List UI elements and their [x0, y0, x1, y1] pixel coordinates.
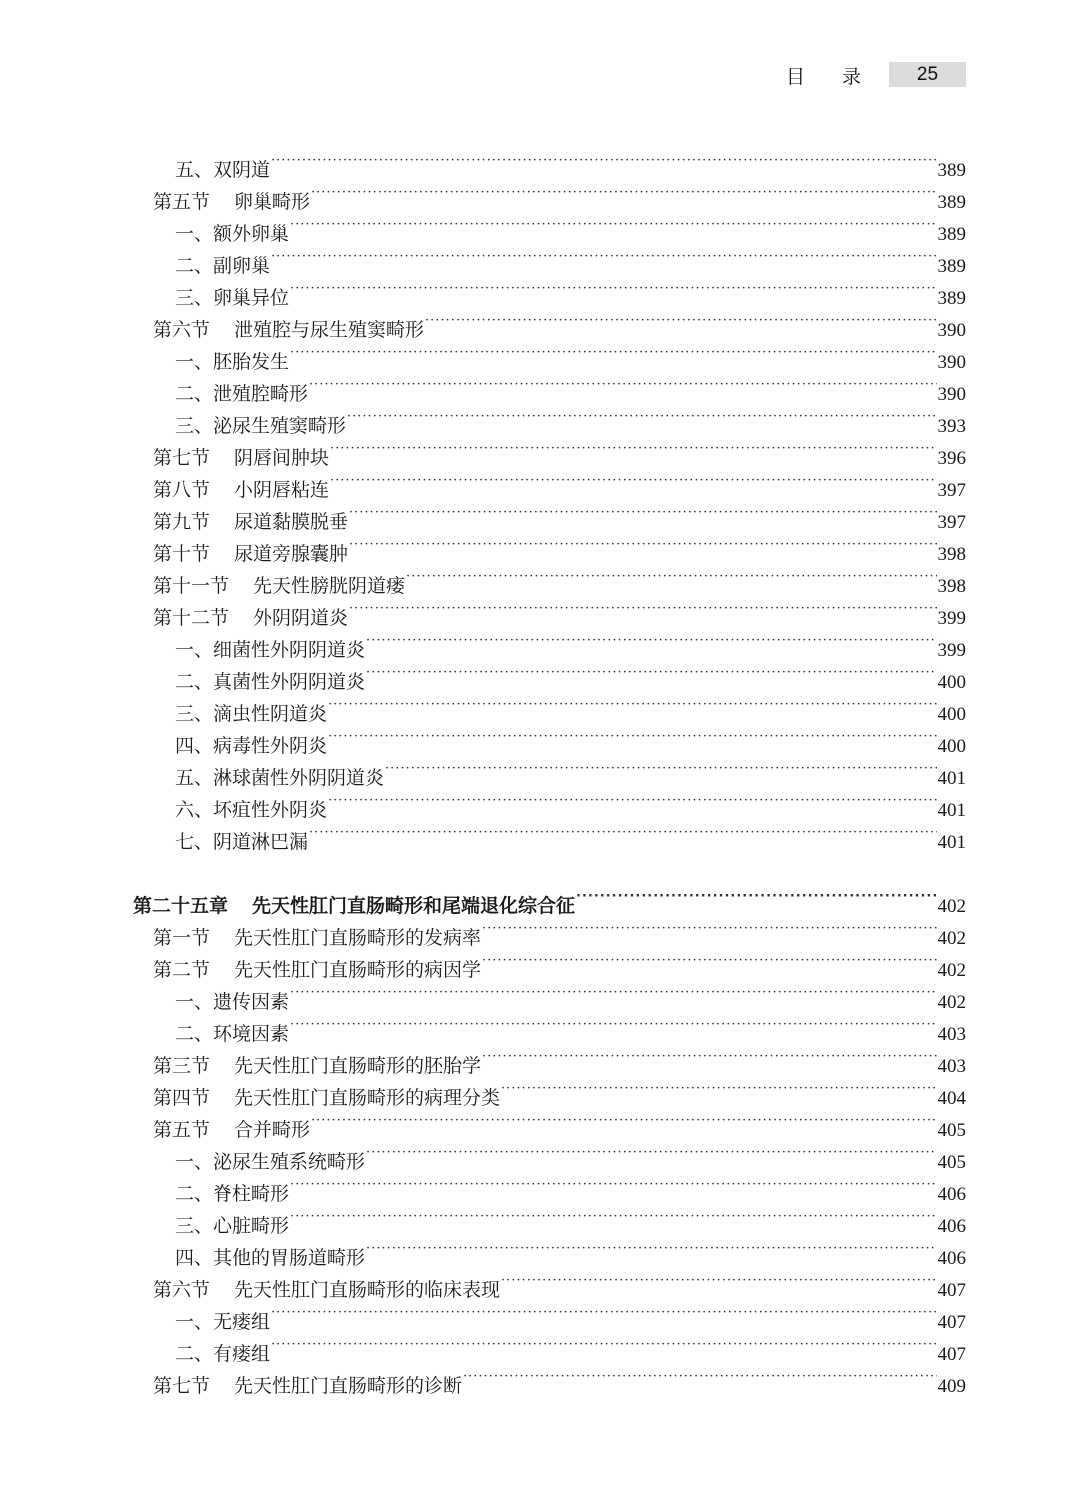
toc-entry-page-number: 389 [937, 192, 966, 213]
toc-entry-title: 先天性肛门直肠畸形的胚胎学 [234, 1055, 482, 1077]
dot-leader [271, 1328, 936, 1360]
toc-entry [175, 688, 966, 725]
dot-leader [349, 496, 936, 528]
toc-entry [153, 592, 966, 629]
toc-entry-page-number: 397 [937, 480, 966, 501]
dot-leader [328, 688, 936, 720]
toc-entry [153, 528, 966, 565]
toc-entry-page-number: 389 [937, 288, 966, 309]
toc-entry-page-number: 404 [937, 1088, 966, 1109]
toc-entry-page-number: 390 [937, 384, 966, 405]
dot-leader [290, 1008, 936, 1040]
toc-entry-number: 第七节 [153, 447, 211, 469]
toc-entry [153, 944, 966, 981]
toc-entry-title: 尿道黏膜脱垂 [234, 511, 349, 533]
dot-leader [328, 720, 936, 752]
toc-entry-page-number: 406 [937, 1216, 966, 1237]
toc-entry-page-number: 402 [937, 960, 966, 981]
toc-entry-title: 副卵巢 [213, 255, 271, 277]
toc-entry [175, 1136, 966, 1173]
toc-entry-title: 阴道淋巴漏 [213, 831, 309, 853]
toc-entry-number: 六、 [175, 799, 214, 821]
toc-entry-number: 第一节 [153, 927, 211, 949]
toc-entry-page-number: 400 [937, 672, 966, 693]
toc-entry-page-number: 402 [937, 928, 966, 949]
toc-entry-number: 第十节 [153, 543, 211, 565]
toc-entry [153, 176, 966, 213]
toc-entry-page-number: 403 [937, 1024, 966, 1045]
toc-entry-number: 第八节 [153, 479, 211, 501]
toc-entry-title: 其他的胃肠道畸形 [213, 1247, 366, 1269]
toc-entry-number: 一、 [175, 991, 214, 1013]
toc-entry-number: 第十二节 [153, 607, 230, 629]
toc-entry-title: 坏疽性外阴炎 [213, 799, 328, 821]
toc-entry [175, 240, 966, 277]
toc-entry-number: 第三节 [153, 1055, 211, 1077]
dot-leader [425, 304, 936, 336]
toc-entry-title: 先天性肛门直肠畸形的临床表现 [234, 1279, 501, 1301]
toc-entry-page-number: 398 [937, 544, 966, 565]
header-title-char-1: 目 [786, 66, 806, 88]
toc-entry [175, 720, 966, 757]
toc-entry-page-number: 399 [937, 640, 966, 661]
toc-entry-number: 二、 [175, 1183, 214, 1205]
toc-entry [175, 208, 966, 245]
toc-entry-page-number: 400 [937, 736, 966, 757]
toc-entry [175, 816, 966, 853]
toc-entry [175, 272, 966, 309]
toc-entry-number: 第五节 [153, 1119, 211, 1141]
toc-entry [153, 1360, 966, 1397]
toc-entry-page-number: 406 [937, 1248, 966, 1269]
toc-entry-label [153, 1370, 462, 1402]
toc-entry-number: 一、 [175, 1311, 214, 1333]
toc-entry-number: 第九节 [153, 511, 211, 533]
toc-entry-number: 五、 [175, 767, 214, 789]
dot-leader [385, 752, 936, 784]
toc-entry-title: 先天性肛门直肠畸形的病理分类 [234, 1087, 501, 1109]
dot-leader [576, 880, 936, 912]
dot-leader [271, 240, 936, 272]
toc-entry [153, 432, 966, 469]
toc-entry-number: 二、 [175, 671, 214, 693]
dot-leader [482, 944, 936, 976]
toc-entry-number: 第七节 [153, 1375, 211, 1397]
toc-entry-title: 遗传因素 [213, 991, 290, 1013]
toc-entry-number: 第六节 [153, 319, 211, 341]
dot-leader [366, 656, 936, 688]
dot-leader [330, 432, 936, 464]
toc-entry-number: 七、 [175, 831, 214, 853]
dot-leader [366, 1136, 936, 1168]
toc-entry [175, 752, 966, 789]
toc-entry-number: 二、 [175, 1023, 214, 1045]
toc-entry-page-number: 406 [937, 1184, 966, 1205]
dot-leader [271, 144, 936, 176]
toc-entry-page-number: 398 [937, 576, 966, 597]
dot-leader [501, 1072, 936, 1104]
toc-entry-title: 心脏畸形 [213, 1215, 290, 1237]
toc-entry-number: 三、 [175, 287, 214, 309]
toc-entry-number: 第六节 [153, 1279, 211, 1301]
dot-leader [482, 1040, 936, 1072]
toc-entry [175, 1232, 966, 1269]
toc-entry-title: 胚胎发生 [213, 351, 290, 373]
toc-entry-number: 三、 [175, 703, 214, 725]
toc-entry [153, 304, 966, 341]
toc-entry-page-number: 390 [937, 320, 966, 341]
toc-entry-title: 卵巢异位 [213, 287, 290, 309]
toc-entry-number: 三、 [175, 415, 214, 437]
toc-entry-number: 第二十五章 [133, 895, 229, 917]
dot-leader [366, 624, 936, 656]
toc-entry [153, 1040, 966, 1077]
toc-entry [153, 560, 966, 597]
toc-entry [153, 912, 966, 949]
toc-entry-number: 五、 [175, 159, 214, 181]
toc-entry-number: 二、 [175, 383, 214, 405]
toc-entry-title: 外阴阴道炎 [253, 607, 349, 629]
toc-entry [175, 1008, 966, 1045]
toc-entry-number: 第二节 [153, 959, 211, 981]
toc-entry-page-number: 401 [937, 832, 966, 853]
toc-entry-title: 淋球菌性外阴阴道炎 [213, 767, 385, 789]
toc-entry-title: 环境因素 [213, 1023, 290, 1045]
dot-leader [309, 816, 936, 848]
toc-entry-title: 双阴道 [213, 159, 271, 181]
dot-leader [347, 400, 936, 432]
dot-leader [290, 336, 936, 368]
toc-entry-page-number: 389 [937, 160, 966, 181]
toc-entry-page-number: 409 [937, 1376, 966, 1397]
toc-entry [153, 1104, 966, 1141]
toc-entry-page-number: 389 [937, 256, 966, 277]
toc-entry-page-number: 407 [937, 1312, 966, 1333]
toc-entry-page-number: 403 [937, 1056, 966, 1077]
toc-entry [175, 784, 966, 821]
dot-leader [290, 1168, 936, 1200]
toc-entry-number: 四、 [175, 1247, 214, 1269]
toc-entry-page-number: 407 [937, 1344, 966, 1365]
toc-entry-title: 真菌性外阴阴道炎 [213, 671, 366, 693]
toc-entry-number: 第十一节 [153, 575, 230, 597]
toc-entry-title: 合并畸形 [234, 1119, 311, 1141]
toc-entry-number: 二、 [175, 255, 214, 277]
toc-entry-title: 先天性膀胱阴道瘘 [253, 575, 406, 597]
dot-leader [366, 1232, 936, 1264]
dot-leader [290, 1200, 936, 1232]
toc-entry [175, 1200, 966, 1237]
toc-entry-title: 泌尿生殖系统畸形 [213, 1151, 366, 1173]
dot-leader [290, 272, 936, 304]
toc-entry-title: 额外卵巢 [213, 223, 290, 245]
toc-entry [175, 336, 966, 373]
toc-entry-number: 一、 [175, 351, 214, 373]
toc-entry-page-number: 401 [937, 768, 966, 789]
toc-entry [175, 368, 966, 405]
toc-entry [175, 400, 966, 437]
toc-entry-title: 滴虫性阴道炎 [213, 703, 328, 725]
dot-leader [482, 912, 936, 944]
toc-entry [175, 976, 966, 1013]
dot-leader [271, 1296, 936, 1328]
toc-entry-page-number: 390 [937, 352, 966, 373]
dot-leader [463, 1360, 936, 1392]
toc-entry-page-number: 405 [937, 1120, 966, 1141]
toc-entry-title: 尿道旁腺囊肿 [234, 543, 349, 565]
toc-entry-page-number: 397 [937, 512, 966, 533]
toc-entry-page-number: 401 [937, 800, 966, 821]
toc-entry-page-number: 393 [937, 416, 966, 437]
dot-leader [309, 368, 936, 400]
toc-entry [133, 880, 966, 917]
toc-entry-page-number: 400 [937, 704, 966, 725]
toc-entry-page-number: 407 [937, 1280, 966, 1301]
toc-entry [153, 1072, 966, 1109]
header-title-char-2: 录 [842, 66, 862, 88]
toc-entry [175, 1296, 966, 1333]
toc-entry-title: 阴唇间肿块 [234, 447, 330, 469]
dot-leader [406, 560, 936, 592]
dot-leader [330, 464, 936, 496]
toc-entry-title: 无瘘组 [213, 1311, 271, 1333]
toc-entry [175, 144, 966, 181]
toc-entry-title: 先天性肛门直肠畸形的诊断 [234, 1375, 463, 1397]
toc-entry-title: 卵巢畸形 [234, 191, 311, 213]
toc-entry-title: 小阴唇粘连 [234, 479, 330, 501]
toc-entry-title: 泄殖腔畸形 [213, 383, 309, 405]
toc-entry-title: 先天性肛门直肠畸形的病因学 [234, 959, 482, 981]
toc-entry-number: 四、 [175, 735, 214, 757]
dot-leader [311, 176, 936, 208]
toc-entry-title: 泄殖腔与尿生殖窦畸形 [234, 319, 425, 341]
toc-entry [175, 1328, 966, 1365]
dot-leader [290, 976, 936, 1008]
toc-entry-number: 一、 [175, 1151, 214, 1173]
toc-entry [175, 656, 966, 693]
toc-entry-label [175, 826, 308, 858]
toc-entry-page-number: 402 [937, 992, 966, 1013]
page-number-badge: 25 [889, 62, 966, 87]
dot-leader [328, 784, 936, 816]
toc-entry-number: 三、 [175, 1215, 214, 1237]
toc-entry-title: 先天性肛门直肠畸形和尾端退化综合征 [252, 895, 576, 917]
toc-entry-number: 一、 [175, 639, 214, 661]
toc-entry [153, 496, 966, 533]
dot-leader [501, 1264, 936, 1296]
toc-entry-number: 第四节 [153, 1087, 211, 1109]
toc-entry [175, 624, 966, 661]
toc-entry-number: 二、 [175, 1343, 214, 1365]
toc-entry [175, 1168, 966, 1205]
toc-entry-page-number: 389 [937, 224, 966, 245]
dot-leader [349, 592, 936, 624]
toc-entry [153, 464, 966, 501]
toc-entry-title: 脊柱畸形 [213, 1183, 290, 1205]
toc-entry-title: 细菌性外阴阴道炎 [213, 639, 366, 661]
toc-entry-title: 泌尿生殖窦畸形 [213, 415, 347, 437]
toc-entry [153, 1264, 966, 1301]
toc-entry-number: 一、 [175, 223, 214, 245]
toc-entry-title: 先天性肛门直肠畸形的发病率 [234, 927, 482, 949]
toc-entry-page-number: 399 [937, 608, 966, 629]
toc-entry-title: 病毒性外阴炎 [213, 735, 328, 757]
toc-entry-page-number: 396 [937, 448, 966, 469]
dot-leader [311, 1104, 936, 1136]
toc-entry-title: 有瘘组 [213, 1343, 271, 1365]
toc-entry-page-number: 405 [937, 1152, 966, 1173]
toc-entry-number: 第五节 [153, 191, 211, 213]
dot-leader [290, 208, 936, 240]
dot-leader [349, 528, 936, 560]
toc-entry-page-number: 402 [937, 896, 966, 917]
